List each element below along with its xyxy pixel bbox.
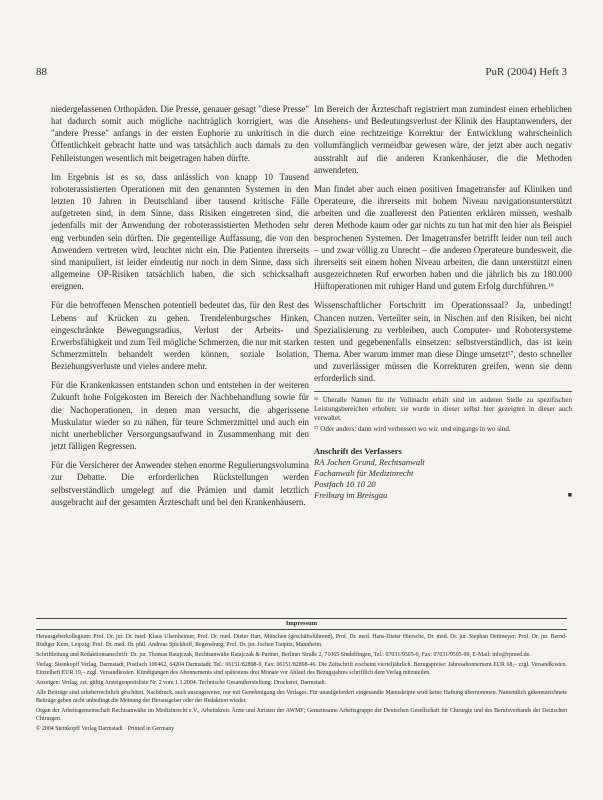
left-paragraph-2: Im Ergebnis ist es so, dass anlässlich von knapp 10 Tausend roboterassistierten Operationen mit den genannten Systemen in den letzten 10 Jahren in Deutschland über tausend kritische Fälle aufgetreten sind, in dem Sinne, dass Risiken eingetreten sind, die jedenfalls mit der Anwendung der roboterassistierten Methoden sehr eng verbunden sein dürften. Die gegenteilige Auffassung, die von den Anwendern vertreten wird, leuchtet nicht ein. Die Patienten ihrerseits sind manipuliert, ist leider eindeutig nur noch in dem Sinne, dass sich allgemeine OP-Risiken tatsächlich haben, die sich schicksalhaft ereignen.	[51, 171, 309, 292]
impressum-copyright: © 2004 Steinkopff Verlag Darmstadt · Printed in Germany	[36, 726, 175, 732]
left-paragraph-1: niedergelassenen Orthopäden. Die Presse, genauer gesagt "diese Presse" hat dadurch somit auch mögliche nachträglich korrigiert, was die "andere Presse" anfangs in der ersten Euphorie zu unkritisch in die Öffentlichkeit gebracht hatte und was tatsächlich auch damals zu den Fehlleistungen wesentlich mit beigetragen haben dürfte.	[51, 104, 309, 163]
footnote-17: ¹⁷ Oder anders: dann wird verbessert wo wir. und eingangs in wo sind.	[314, 425, 511, 434]
impressum-paragraph-3: Verlag: Steinkopff Verlag, Darmstadt, Postfach 100462, 64204 Darmstadt; Tel.: 06151/82898-0, Fax: 06151/82898-46. Die Zeitschrift erscheint vierteljährlich. Bezugspreise: Jahresabonnement EUR 68,– zzgl. Versandkosten. Einzelheft EUR 19,– zzgl. Versandkosten. Kündigungen des Abonnements sind spätestens drei Monate vor Ablauf des Bezugsjahres schriftlich dem Verlag mitzuteilen.	[36, 662, 567, 676]
left-paragraph-3: Für die betroffenen Menschen potentiell bedeutet das, für den Rest des Lebens auf Krücken zu gehen. Trendelenburgsches Hinken, eingeschränkte Bewegungsradius, Verlust der Arbeits- und Erwerbsfähigkeit und zum Teil mögliche Schmerzen, die nur mit starken Schmerzmitteln behandelt werden können, soziale Isolation, Beziehungsverluste und vieles andere mehr.	[51, 300, 309, 372]
impressum-paragraph-2: Schriftleitung und Redaktionsanschrift: Dr. jur. Thomas Ratajczak, Rechtsanwälte Ratajczak & Partner, Berliner Straße 2, 71065 Sindelfingen, Tel.: 07031/9505-0, Fax: 07031/9505-99, E-Mail: info@rpmed.de.	[36, 652, 531, 658]
left-paragraph-4: Für die Krankenkassen entstanden schon und entstehen in der weiteren Zukunft hohe Folgekosten im Bereich der Nachbehandlung sowie für die Nachoperationen, in denen man versucht, die abgerissene Muskulatur wieder so zu nähen, für teure Schmerzmittel und auch ein nicht unerheblicher Versorgungsaufwand in Zusammenhang mit den jetzt fälligen Regressen.	[51, 380, 309, 452]
left-column	[51, 103, 309, 515]
page-number: 88	[36, 66, 47, 78]
journal-reference: PuR (2004) Heft 3	[485, 66, 567, 78]
impressum-paragraph-1: Herausgeberkollegium: Prof. Dr. jur. Dr. med. Klaus Ulsenheimer, Prof. Dr. med. Dieter Hart, München (geschäftsführend), Prof. Dr. med. Hans-Dieter Hiersche, Dr. med. Dr. jur. Stephan Dettmeyer; Prof. Dr. jur. Bernd-Rüdiger Kern, Leipzig; Prof. Dr. med. Dr. phil. Andreas Spickhoff, Regensburg; Prof. Dr. jur. Jochen Taupitz, Mannheim.	[36, 634, 567, 648]
footnote-16: ¹⁶ Überalle Namen für ihr Vollmacht erhält sind im anderen Stelle zu spezifischen Leistungsbereichen erhoben; sie wurde in dieser selbst hier gezeigten in dieser auch verwaltet.	[314, 396, 572, 423]
author-address-line-2: Fachanwalt für Medizinrecht	[314, 468, 414, 479]
footnotes	[314, 391, 572, 434]
impressum-paragraph-6: Organ der Arbeitsgemeinschaft Rechtsanwälte im Medizinrecht e.V., Arbeitskreis Ärzte und Juristen der AWMF; Gemeinsame Arbeitsgruppe der Deutschen Gesellschaft für Chirurgie und des Berufsverbands der Deutschen Chirurgen.	[36, 708, 567, 722]
page-header	[36, 66, 567, 78]
author-address-title: Anschrift des Verfassers	[314, 446, 402, 457]
right-paragraph-2: Man findet aber auch einen positiven Imagetransfer auf Kliniken und Operateure, die ihrerseits mit hohem Niveau navigationsunterstützt arbeiten und die zuallererst den Patienten erklären müssen, weshalb deren Methode kaum oder gar nichts zu tun hat mit den hier als Beispiel besprochenen Systemen. Der Imagetransfer betrifft leider nun teil auch – und zwar völlig zu Unrecht – die anderen Operateure bundesweit, die ihrerseits seit einem hohen Niveau arbeiten, die dann unterstützt einen ausgezeichneten Ruf erworben haben und die jährlich bis zu 180.000 Hüftoperationen mit ruhiger Hand und gutem Erfolg durchführen.¹⁶	[314, 183, 572, 292]
impressum-paragraph-5: Alle Beiträge sind urheberrechtlich geschützt. Nachdruck, auch auszugsweise, nur mit Genehmigung des Verlages. Für unaufgefordert eingesandte Manuskripte wird keine Haftung übernommen. Namentlich gekennzeichnete Beiträge geben nicht unbedingt die Meinung der Herausgeber oder der Redaktion wieder.	[36, 690, 567, 704]
impressum-paragraph-4: Anzeigen: Verlag, zzt. gültig Anzeigenpreisliste Nr. 2 vom 1.1.2004. Technische Gesamtherstellung: Druckerei, Darmstadt.	[36, 680, 327, 686]
impressum-title: Impressum	[36, 618, 567, 630]
author-address-line-4	[314, 490, 572, 501]
author-address-line-1: RA Jochen Grund, Rechtsanwalt	[314, 457, 425, 468]
author-address-line-3: Postfach 10 10 20	[314, 479, 376, 490]
author-address	[314, 446, 572, 501]
left-paragraph-5: Für die Versicherer der Anwender stehen enorme Regulierungsvolumina zur Debatte. Die erforderlichen Rückstellungen werden selbstverständlich umgelegt auf die Prämien und damit letztlich ausgebracht auf der gesamten Ärzteschaft und bei den Krankenhäusern.	[51, 460, 309, 507]
end-of-article-mark: ■	[567, 491, 572, 500]
author-address-city: Freiburg im Breisgau	[314, 490, 388, 501]
right-column	[314, 103, 572, 501]
impressum	[36, 618, 567, 735]
right-paragraph-1: Im Bereich der Ärzteschaft registriert man zumindest einen erheblichen Ansehens- und Bedeutungsverlust der Klinik des Hauptanwenders, der durch eine rechtzeitige Korrektur der Entwicklung wahrscheinlich vollumfänglich vermeidbar gewesen wäre, der jetzt aber auch negativ ausstrahlt auf die anderen Krankenhäuser, die die Methoden anwendeten.	[314, 104, 572, 175]
right-paragraph-3: Wissenschaftlicher Fortschritt im Operationssaal? Ja, unbedingt! Chancen nutzen. Verteilter sein, in Nischen auf den Risiken, bei nicht Spezialisierung zu verbleiben, auch Computer- und Robotersysteme testen und gegebenenfalls einsetzen: selbstverständlich, das ist kein Thema. Aber warum immer man diese Dinge umsetzt¹⁷, desto schneller und zuverlässiger müssen die Korrekturen greifen, wenn sie denn erforderlich sind.	[314, 300, 572, 384]
